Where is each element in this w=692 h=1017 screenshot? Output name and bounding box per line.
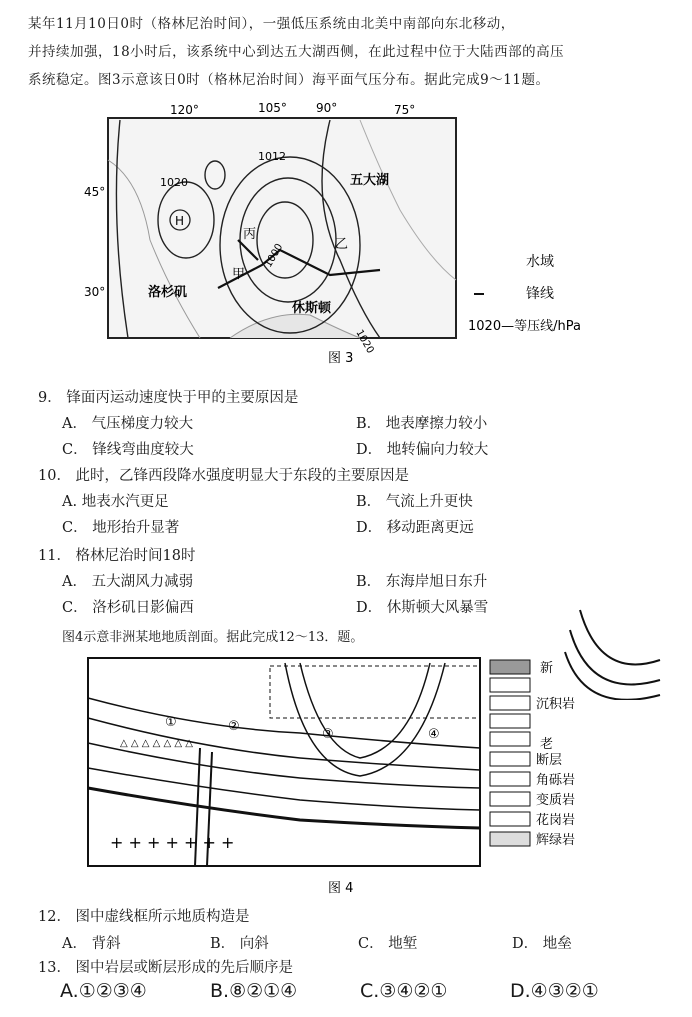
legend-swatch (490, 812, 530, 826)
label-4: ④ (428, 727, 440, 742)
q9-option-d[interactable]: D． 地转偏向力较大 (356, 442, 489, 458)
intro-line-1: 某年11月10日0时（格林尼治时间），一强低压系统由北美中南部向东北移动， (28, 16, 515, 32)
legend-swatch (490, 678, 530, 692)
q10-stem: 10． 此时，乙锋西段降水强度明显大于东段的主要原因是 (38, 468, 410, 484)
q10-option-b[interactable]: B． 气流上升更快 (356, 494, 473, 510)
granite-marks: + + + + + + + (110, 833, 235, 852)
q12-stem: 12． 图中虚线框所示地质构造是 (38, 909, 250, 925)
q10-option-a[interactable]: A. 地表水汽更足 (62, 494, 169, 510)
front-bing-label: 丙 (243, 227, 257, 242)
q9-option-a[interactable]: A． 气压梯度力较大 (62, 416, 194, 432)
q13-stem: 13． 图中岩层或断层形成的先后顺序是 (38, 960, 294, 976)
legend-water: 水域 (526, 254, 554, 270)
q13-option-b[interactable]: B.⑧②①④ (210, 980, 298, 1002)
legend-new: 新 (540, 661, 554, 676)
legend-fault: 断层 (536, 753, 563, 768)
q12-option-c[interactable]: C． 地堑 (358, 936, 418, 952)
q9-stem: 9． 锋面丙运动速度快于甲的主要原因是 (38, 390, 299, 406)
legend-swatch (490, 792, 530, 806)
q10-option-d[interactable]: D． 移动距离更远 (356, 520, 474, 536)
q11-stem: 11． 格林尼治时间18时 (38, 548, 196, 564)
q12-option-d[interactable]: D． 地垒 (512, 936, 572, 952)
legend-swatch (490, 714, 530, 728)
isobar-label-1000: 1000 (263, 241, 286, 270)
lon-90: 90° (316, 101, 338, 115)
intro-line-2: 并持续加强，18小时后，该系统中心到达五大湖西侧，在此过程中位于大陆西部的高压 (28, 44, 565, 60)
los-angeles-label: 洛杉矶 (148, 285, 188, 300)
lon-75: 75° (394, 103, 416, 117)
high-label: H (175, 214, 185, 228)
q9-option-b[interactable]: B． 地表摩擦力较小 (356, 416, 488, 432)
label-1: ① (165, 715, 177, 730)
lon-105: 105° (258, 101, 287, 115)
front-yi-label: 乙 (335, 237, 349, 252)
q13-option-c[interactable]: C.③④②① (360, 980, 448, 1002)
intro-line-3: 系统稳定。图3示意该日0时（格林尼治时间）海平面气压分布。据此完成9～11题。 (28, 72, 550, 88)
legend-swatch (490, 772, 530, 786)
figure-4-geologic-section (0, 648, 692, 898)
lat-45: 45° (84, 185, 106, 199)
legend-isobar: 1020—等压线/hPa (468, 319, 581, 334)
front-jia-label: 甲 (232, 267, 246, 282)
q9-option-c[interactable]: C． 锋线弯曲度较大 (62, 442, 194, 458)
legend-swatch (490, 752, 530, 766)
legend-swatch (490, 660, 530, 674)
isobar-label-1020-east: 1020 (353, 328, 376, 356)
figure-4-caption: 图 4 (328, 881, 354, 896)
lat-30: 30° (84, 285, 106, 299)
houston-label: 休斯顿 (292, 301, 332, 316)
legend-breccia: 角砾岩 (536, 773, 576, 788)
q11-option-b[interactable]: B． 东海岸旭日东升 (356, 574, 488, 590)
legend-metamorphic: 变质岩 (536, 793, 576, 808)
label-3: ③ (322, 727, 334, 742)
intro-paragraph (28, 10, 668, 94)
legend-granite: 花岗岩 (536, 813, 576, 828)
legend-front: 锋线 (526, 286, 554, 302)
figure-3-weather-map (0, 100, 692, 370)
q13-option-d[interactable]: D.④③②① (510, 980, 599, 1002)
q11-option-a[interactable]: A． 五大湖风力减弱 (62, 574, 194, 590)
legend-swatch (490, 832, 530, 846)
q12-option-a[interactable]: A． 背斜 (62, 936, 121, 952)
great-lakes-label: 五大湖 (350, 173, 390, 188)
lon-120: 120° (170, 103, 199, 117)
figure-3-caption: 图 3 (328, 351, 354, 366)
legend-old: 老 (540, 737, 554, 752)
legend-swatch (490, 732, 530, 746)
isobar-label-1012: 1012 (258, 150, 286, 163)
isobar-label-1020: 1020 (160, 176, 188, 189)
legend-swatch (490, 696, 530, 710)
q13-option-a[interactable]: A.①②③④ (60, 980, 147, 1002)
legend-diabase: 辉绿岩 (536, 833, 576, 848)
legend-sedimentary: 沉积岩 (536, 697, 576, 712)
intro-fig4: 图4示意非洲某地地质剖面。据此完成12～13．题。 (62, 630, 364, 645)
breccia-marks: △ △ △ △ △ △ △ (120, 738, 193, 749)
label-2: ② (228, 719, 240, 734)
q10-option-c[interactable]: C． 地形抬升显著 (62, 520, 180, 536)
q11-option-c[interactable]: C． 洛杉矶日影偏西 (62, 600, 194, 616)
q11-option-d[interactable]: D． 休斯顿大风暴雪 (356, 600, 489, 616)
q12-option-b[interactable]: B． 向斜 (210, 936, 269, 952)
